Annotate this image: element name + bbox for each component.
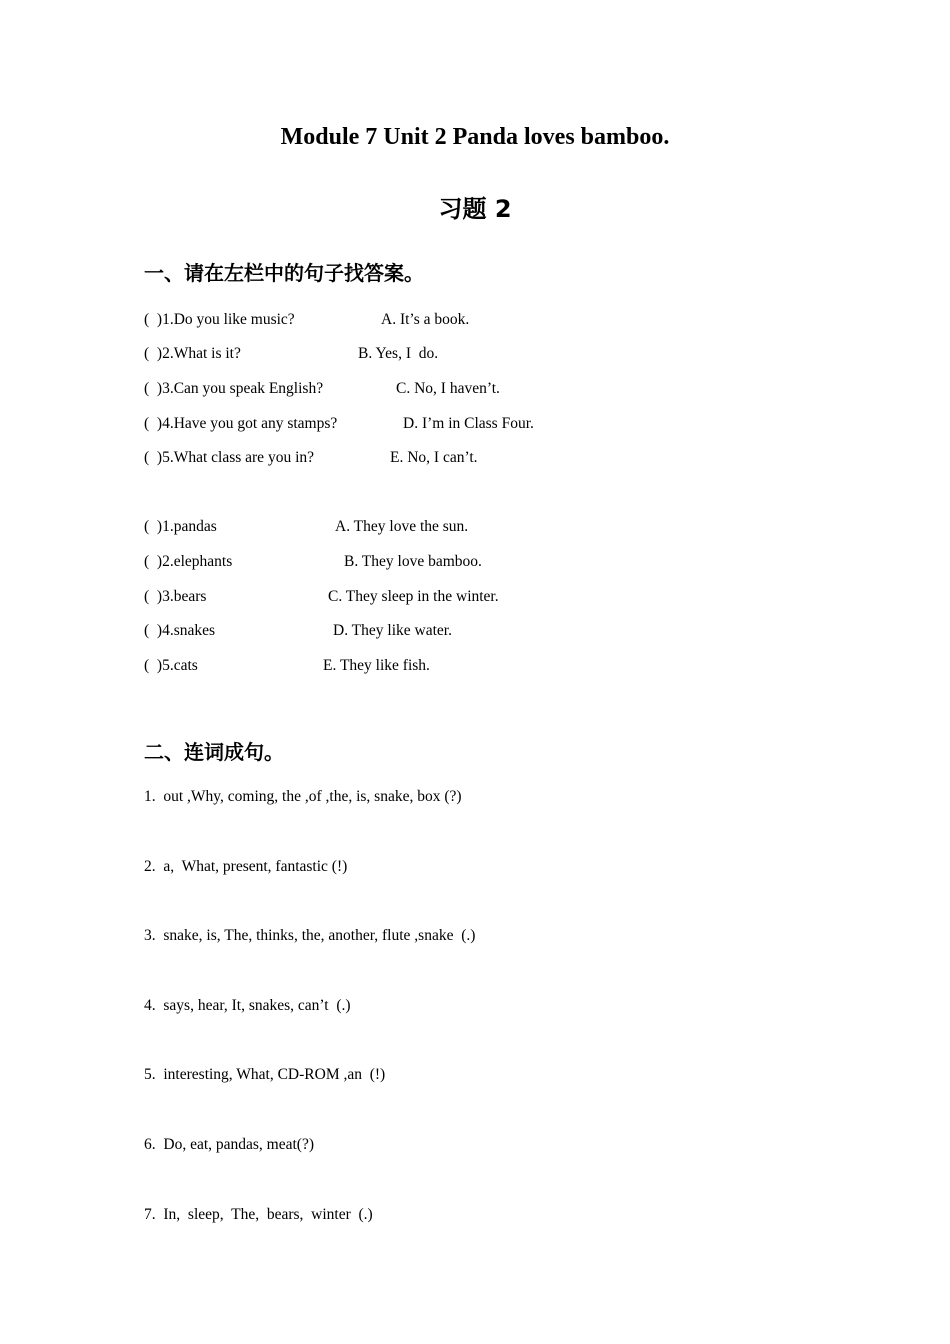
match-question: ( )2.What is it?	[144, 345, 241, 362]
match-answer: A. It’s a book.	[381, 311, 470, 328]
match-question: ( )3.Can you speak English?	[144, 380, 324, 397]
match-row	[144, 516, 469, 538]
sentence-item: 6. Do, eat, pandas, meat(?)	[144, 1136, 315, 1153]
match-question: ( )4.snakes	[144, 622, 216, 639]
match-question: ( )4.Have you got any stamps?	[144, 415, 338, 432]
match-answer: C. They sleep in the winter.	[328, 588, 499, 605]
match-answer: E. They like fish.	[323, 657, 430, 674]
match-row	[144, 343, 439, 365]
match-row	[144, 655, 430, 677]
match-answer: B. They love bamboo.	[344, 553, 482, 570]
section-1-heading: 一、请在左栏中的句子找答案。	[144, 261, 424, 285]
match-answer: B. Yes, I do.	[358, 345, 439, 362]
sentence-item: 3. snake, is, The, thinks, the, another, flute ,snake (.)	[144, 927, 476, 944]
match-answer: E. No, I can’t.	[390, 449, 478, 466]
match-row	[144, 378, 500, 400]
match-answer: A. They love the sun.	[335, 518, 469, 535]
match-row	[144, 620, 452, 642]
sentence-item: 2. a, What, present, fantastic (!)	[144, 858, 348, 875]
sentence-item: 4. says, hear, It, snakes, can’t (.)	[144, 997, 351, 1014]
match-question: ( )3.bears	[144, 588, 207, 605]
sentence-item: 7. In, sleep, The, bears, winter (.)	[144, 1206, 373, 1223]
match-row	[144, 586, 499, 608]
page-title: Module 7 Unit 2 Panda loves bamboo.	[280, 124, 670, 150]
sentence-item: 1. out ,Why, coming, the ,of ,the, is, snake, box (?)	[144, 788, 462, 805]
match-answer: D. They like water.	[333, 622, 452, 639]
match-answer: C. No, I haven’t.	[396, 380, 500, 397]
sentence-item: 5. interesting, What, CD-ROM ,an (!)	[144, 1066, 386, 1083]
match-question: ( )5.What class are you in?	[144, 449, 315, 466]
match-answer: D. I’m in Class Four.	[403, 415, 534, 432]
match-row	[144, 551, 482, 573]
page-subtitle: 习题 2	[438, 195, 512, 223]
match-row	[144, 309, 470, 331]
match-question: ( )1.pandas	[144, 518, 217, 535]
match-row	[144, 447, 478, 469]
match-question: ( )1.Do you like music?	[144, 311, 295, 328]
match-question: ( )5.cats	[144, 657, 198, 674]
match-row	[144, 413, 534, 435]
section-2-heading: 二、连词成句。	[144, 740, 284, 764]
match-question: ( )2.elephants	[144, 553, 233, 570]
